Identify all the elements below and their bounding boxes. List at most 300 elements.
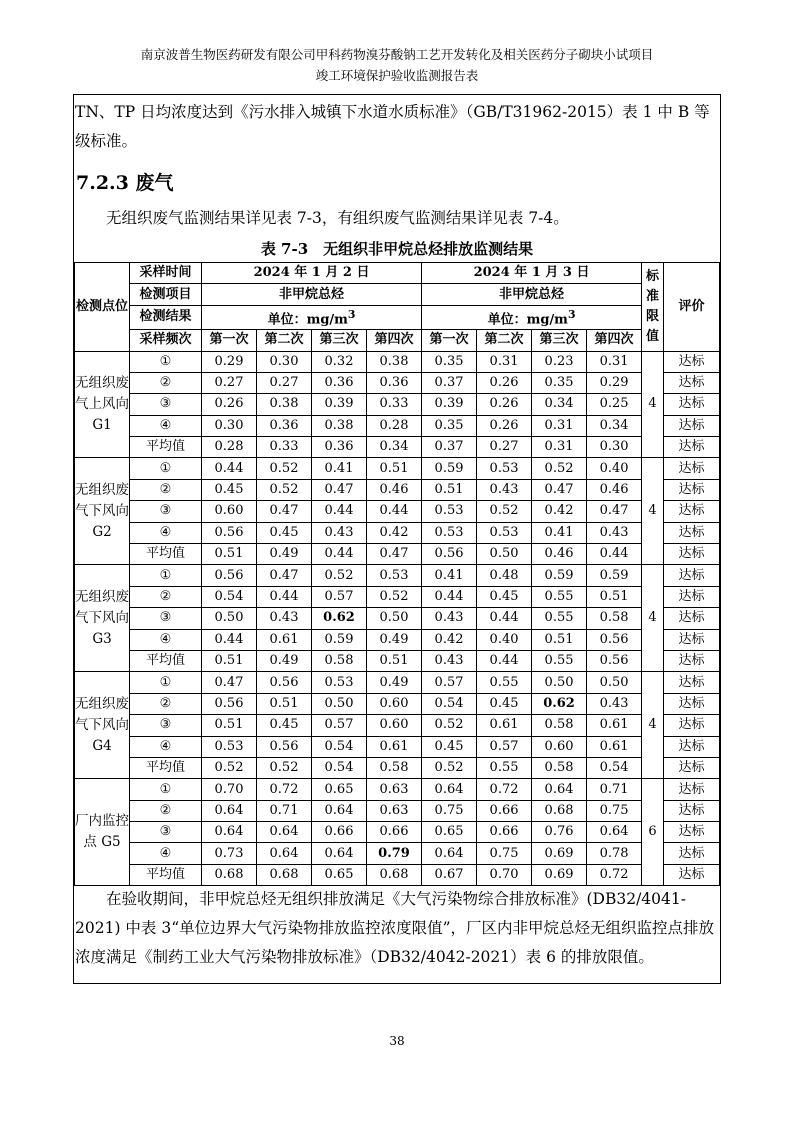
col-header-point: 检测点位 xyxy=(75,263,130,352)
evaluation-cell: 达标 xyxy=(664,586,720,607)
value-cell: 0.65 xyxy=(312,779,367,800)
header-row-time xyxy=(75,263,720,284)
sample-label: ③ xyxy=(130,394,202,415)
value-cell: 0.68 xyxy=(367,864,422,885)
value-cell: 0.62 xyxy=(312,608,367,629)
value-cell: 0.55 xyxy=(532,650,587,671)
value-cell: 0.38 xyxy=(257,394,312,415)
sample-label: ③ xyxy=(130,501,202,522)
evaluation-cell: 达标 xyxy=(664,522,720,543)
value-cell: 0.33 xyxy=(367,394,422,415)
value-cell: 0.67 xyxy=(422,864,477,885)
evaluation-cell: 达标 xyxy=(664,864,720,885)
section-heading-exhaust-gas: 7.2.3 废气 xyxy=(76,172,174,194)
unit-text: 单位：mg/m xyxy=(267,312,348,328)
sample-label: ④ xyxy=(130,522,202,543)
value-cell: 0.47 xyxy=(532,479,587,500)
value-cell: 0.58 xyxy=(532,757,587,778)
value-cell: 0.68 xyxy=(202,864,257,885)
value-cell: 0.29 xyxy=(202,351,257,372)
unit-text: 单位：mg/m xyxy=(487,312,568,328)
sample-label: ② xyxy=(130,586,202,607)
row-label-frequency: 采样频次 xyxy=(130,330,202,351)
col-header-eval: 评价 xyxy=(664,263,720,352)
value-cell: 0.50 xyxy=(202,608,257,629)
value-cell: 0.56 xyxy=(257,672,312,693)
limit-value: 4 xyxy=(642,458,664,565)
value-cell: 0.52 xyxy=(312,565,367,586)
value-cell: 0.60 xyxy=(532,736,587,757)
value-cell: 0.55 xyxy=(477,672,532,693)
value-cell: 0.57 xyxy=(477,736,532,757)
paragraph-table-reference: 无组织废气监测结果详见表 7-3，有组织废气监测结果详见表 7-4。 xyxy=(106,209,569,227)
value-cell: 0.51 xyxy=(202,544,257,565)
table-row xyxy=(75,479,720,500)
sample-label: ① xyxy=(130,458,202,479)
value-cell: 0.64 xyxy=(257,822,312,843)
sample-label: ① xyxy=(130,565,202,586)
value-cell: 0.44 xyxy=(202,458,257,479)
value-cell: 0.30 xyxy=(202,415,257,436)
value-cell: 0.43 xyxy=(422,650,477,671)
value-cell: 0.49 xyxy=(257,650,312,671)
value-cell: 0.50 xyxy=(532,672,587,693)
evaluation-cell: 达标 xyxy=(664,351,720,372)
value-cell: 0.43 xyxy=(587,522,642,543)
evaluation-cell: 达标 xyxy=(664,415,720,436)
value-cell: 0.63 xyxy=(367,779,422,800)
value-cell: 0.26 xyxy=(477,372,532,393)
value-cell: 0.50 xyxy=(587,672,642,693)
table-row xyxy=(75,458,720,479)
header-project-title: 南京波普生物医药研发有限公司甲科药物溴芬酸钠工艺开发转化及相关医药分子砌块小试项目 xyxy=(140,47,654,62)
value-cell: 0.53 xyxy=(422,501,477,522)
limit-value: 4 xyxy=(642,672,664,779)
row-label-item: 检测项目 xyxy=(130,284,202,305)
value-cell: 0.34 xyxy=(587,415,642,436)
value-cell: 0.71 xyxy=(257,800,312,821)
sample-label: ② xyxy=(130,372,202,393)
value-cell: 0.44 xyxy=(422,586,477,607)
value-cell: 0.53 xyxy=(422,522,477,543)
table-row xyxy=(75,629,720,650)
value-cell: 0.68 xyxy=(532,800,587,821)
value-cell: 0.31 xyxy=(477,351,532,372)
evaluation-cell: 达标 xyxy=(664,565,720,586)
value-cell: 0.56 xyxy=(202,522,257,543)
value-cell: 0.55 xyxy=(532,608,587,629)
value-cell: 0.57 xyxy=(312,586,367,607)
sample-label: ③ xyxy=(130,608,202,629)
evaluation-cell: 达标 xyxy=(664,736,720,757)
table-row xyxy=(75,672,720,693)
value-cell: 0.44 xyxy=(257,586,312,607)
table-row xyxy=(75,736,720,757)
monitoring-point: 无组织废气上风向 G1 xyxy=(75,351,130,458)
value-cell: 0.59 xyxy=(532,565,587,586)
evaluation-cell: 达标 xyxy=(664,800,720,821)
value-cell: 0.55 xyxy=(477,757,532,778)
value-cell: 0.39 xyxy=(422,394,477,415)
limit-value: 4 xyxy=(642,565,664,672)
value-cell: 0.68 xyxy=(257,864,312,885)
value-cell: 0.30 xyxy=(587,437,642,458)
value-cell: 0.51 xyxy=(367,650,422,671)
value-cell: 0.69 xyxy=(532,843,587,864)
value-cell: 0.44 xyxy=(477,650,532,671)
value-cell: 0.32 xyxy=(312,351,367,372)
value-cell: 0.75 xyxy=(422,800,477,821)
table-row xyxy=(75,843,720,864)
value-cell: 0.41 xyxy=(312,458,367,479)
value-cell: 0.46 xyxy=(587,479,642,500)
sample-label: 平均值 xyxy=(130,544,202,565)
monitoring-point: 无组织废气下风向 G3 xyxy=(75,565,130,672)
table-row xyxy=(75,800,720,821)
sample-label: 平均值 xyxy=(130,864,202,885)
table-row xyxy=(75,437,720,458)
evaluation-cell: 达标 xyxy=(664,715,720,736)
value-cell: 0.61 xyxy=(587,736,642,757)
value-cell: 0.50 xyxy=(367,608,422,629)
value-cell: 0.52 xyxy=(477,501,532,522)
value-cell: 0.64 xyxy=(422,843,477,864)
value-cell: 0.62 xyxy=(532,693,587,714)
value-cell: 0.52 xyxy=(422,757,477,778)
evaluation-cell: 达标 xyxy=(664,629,720,650)
value-cell: 0.31 xyxy=(532,437,587,458)
table-row xyxy=(75,608,720,629)
value-cell: 0.44 xyxy=(312,544,367,565)
table-row xyxy=(75,501,720,522)
value-cell: 0.56 xyxy=(587,629,642,650)
value-cell: 0.25 xyxy=(587,394,642,415)
value-cell: 0.56 xyxy=(587,650,642,671)
table-row xyxy=(75,522,720,543)
value-cell: 0.58 xyxy=(367,757,422,778)
value-cell: 0.61 xyxy=(257,629,312,650)
paragraph-wastewater-standard: TN、TP 日均浓度达到《污水排入城镇下水道水质标准》（GB/T31962-2015）表 1 中 B 等级标准。 xyxy=(75,103,710,150)
value-cell: 0.39 xyxy=(312,394,367,415)
value-cell: 0.27 xyxy=(257,372,312,393)
value-cell: 0.66 xyxy=(312,822,367,843)
evaluation-cell: 达标 xyxy=(664,394,720,415)
value-cell: 0.64 xyxy=(587,822,642,843)
unit-1 xyxy=(202,305,422,329)
value-cell: 0.47 xyxy=(312,479,367,500)
header-row-item xyxy=(75,284,720,305)
value-cell: 0.23 xyxy=(532,351,587,372)
value-cell: 0.43 xyxy=(587,693,642,714)
table-row xyxy=(75,372,720,393)
date-1: 2024 年 1 月 2 日 xyxy=(202,263,422,284)
table-row xyxy=(75,394,720,415)
value-cell: 0.36 xyxy=(312,437,367,458)
value-cell: 0.30 xyxy=(257,351,312,372)
value-cell: 0.66 xyxy=(477,800,532,821)
sample-label: ③ xyxy=(130,715,202,736)
unit-sup: 3 xyxy=(347,307,356,321)
value-cell: 0.79 xyxy=(367,843,422,864)
value-cell: 0.46 xyxy=(532,544,587,565)
value-cell: 0.70 xyxy=(477,864,532,885)
value-cell: 0.66 xyxy=(367,822,422,843)
value-cell: 0.44 xyxy=(587,544,642,565)
value-cell: 0.65 xyxy=(422,822,477,843)
evaluation-cell: 达标 xyxy=(664,650,720,671)
value-cell: 0.26 xyxy=(202,394,257,415)
table-row xyxy=(75,351,720,372)
sample-label: ③ xyxy=(130,822,202,843)
value-cell: 0.64 xyxy=(312,800,367,821)
value-cell: 0.45 xyxy=(257,715,312,736)
value-cell: 0.43 xyxy=(312,522,367,543)
header-row-frequency xyxy=(75,330,720,351)
value-cell: 0.49 xyxy=(367,672,422,693)
value-cell: 0.52 xyxy=(257,458,312,479)
value-cell: 0.64 xyxy=(312,843,367,864)
value-cell: 0.40 xyxy=(477,629,532,650)
table-row xyxy=(75,415,720,436)
value-cell: 0.75 xyxy=(587,800,642,821)
value-cell: 0.53 xyxy=(202,736,257,757)
value-cell: 0.64 xyxy=(202,800,257,821)
table-row xyxy=(75,757,720,778)
value-cell: 0.66 xyxy=(477,822,532,843)
value-cell: 0.52 xyxy=(532,458,587,479)
value-cell: 0.49 xyxy=(367,629,422,650)
value-cell: 0.26 xyxy=(477,415,532,436)
paragraph-conclusion: 在验收期间，非甲烷总烃无组织排放满足《大气污染物综合排放标准》(DB32/4041-2021) 中表 3“单位边界大气污染物排放监控浓度限值”，厂区内非甲烷总烃无组织监控点排放浓度满足《制药工业大气污染物排放标准》（DB32/4042-2021）表 6 的排放限值。 xyxy=(75,890,715,966)
value-cell: 0.69 xyxy=(532,864,587,885)
value-cell: 0.51 xyxy=(587,586,642,607)
value-cell: 0.57 xyxy=(422,672,477,693)
value-cell: 0.28 xyxy=(367,415,422,436)
value-cell: 0.42 xyxy=(367,522,422,543)
value-cell: 0.47 xyxy=(257,501,312,522)
value-cell: 0.54 xyxy=(587,757,642,778)
table-row xyxy=(75,565,720,586)
value-cell: 0.52 xyxy=(257,757,312,778)
limit-value: 6 xyxy=(642,779,664,886)
report-header xyxy=(0,44,794,86)
evaluation-cell: 达标 xyxy=(664,544,720,565)
value-cell: 0.35 xyxy=(422,351,477,372)
freq-label: 第三次 xyxy=(532,330,587,351)
value-cell: 0.72 xyxy=(257,779,312,800)
value-cell: 0.54 xyxy=(422,693,477,714)
value-cell: 0.47 xyxy=(587,501,642,522)
value-cell: 0.31 xyxy=(587,351,642,372)
freq-label: 第三次 xyxy=(312,330,367,351)
table-row xyxy=(75,715,720,736)
table-row xyxy=(75,586,720,607)
sample-label: ② xyxy=(130,479,202,500)
value-cell: 0.59 xyxy=(587,565,642,586)
value-cell: 0.36 xyxy=(367,372,422,393)
value-cell: 0.49 xyxy=(257,544,312,565)
value-cell: 0.51 xyxy=(202,650,257,671)
value-cell: 0.61 xyxy=(587,715,642,736)
value-cell: 0.42 xyxy=(422,629,477,650)
evaluation-cell: 达标 xyxy=(664,822,720,843)
value-cell: 0.47 xyxy=(257,565,312,586)
value-cell: 0.41 xyxy=(422,565,477,586)
freq-label: 第四次 xyxy=(587,330,642,351)
value-cell: 0.52 xyxy=(257,479,312,500)
evaluation-cell: 达标 xyxy=(664,501,720,522)
value-cell: 0.38 xyxy=(367,351,422,372)
value-cell: 0.73 xyxy=(202,843,257,864)
value-cell: 0.64 xyxy=(532,779,587,800)
freq-label: 第二次 xyxy=(257,330,312,351)
value-cell: 0.36 xyxy=(312,372,367,393)
header-row-unit xyxy=(75,305,720,329)
value-cell: 0.51 xyxy=(422,479,477,500)
evaluation-cell: 达标 xyxy=(664,437,720,458)
value-cell: 0.70 xyxy=(202,779,257,800)
freq-label: 第一次 xyxy=(422,330,477,351)
value-cell: 0.56 xyxy=(202,565,257,586)
value-cell: 0.51 xyxy=(367,458,422,479)
value-cell: 0.45 xyxy=(422,736,477,757)
value-cell: 0.43 xyxy=(257,608,312,629)
sample-label: ② xyxy=(130,800,202,821)
value-cell: 0.50 xyxy=(312,693,367,714)
value-cell: 0.54 xyxy=(312,736,367,757)
value-cell: 0.33 xyxy=(257,437,312,458)
monitoring-point: 无组织废气下风向 G4 xyxy=(75,672,130,779)
evaluation-cell: 达标 xyxy=(664,843,720,864)
sample-label: ④ xyxy=(130,415,202,436)
value-cell: 0.61 xyxy=(367,736,422,757)
sample-label: ① xyxy=(130,779,202,800)
value-cell: 0.34 xyxy=(367,437,422,458)
value-cell: 0.47 xyxy=(202,672,257,693)
sample-label: 平均值 xyxy=(130,437,202,458)
sample-label: ① xyxy=(130,351,202,372)
monitoring-point: 厂内监控点 G5 xyxy=(75,779,130,886)
freq-label: 第四次 xyxy=(367,330,422,351)
value-cell: 0.52 xyxy=(367,586,422,607)
unit-sup: 3 xyxy=(567,307,576,321)
value-cell: 0.26 xyxy=(477,394,532,415)
table-row xyxy=(75,693,720,714)
value-cell: 0.35 xyxy=(422,415,477,436)
row-label-result: 检测结果 xyxy=(130,305,202,329)
item-name-1: 非甲烷总烃 xyxy=(202,284,422,305)
value-cell: 0.35 xyxy=(532,372,587,393)
value-cell: 0.46 xyxy=(367,479,422,500)
value-cell: 0.40 xyxy=(587,458,642,479)
value-cell: 0.50 xyxy=(477,544,532,565)
value-cell: 0.43 xyxy=(477,479,532,500)
col-header-limit: 标准限值 xyxy=(642,263,664,352)
value-cell: 0.44 xyxy=(312,501,367,522)
monitoring-results-table xyxy=(74,262,720,886)
value-cell: 0.54 xyxy=(202,586,257,607)
value-cell: 0.53 xyxy=(477,458,532,479)
value-cell: 0.27 xyxy=(477,437,532,458)
sample-label: 平均值 xyxy=(130,757,202,778)
value-cell: 0.64 xyxy=(422,779,477,800)
freq-label: 第一次 xyxy=(202,330,257,351)
value-cell: 0.45 xyxy=(257,522,312,543)
sample-label: ④ xyxy=(130,736,202,757)
value-cell: 0.58 xyxy=(312,650,367,671)
value-cell: 0.78 xyxy=(587,843,642,864)
limit-value: 4 xyxy=(642,351,664,458)
sample-label: ① xyxy=(130,672,202,693)
value-cell: 0.56 xyxy=(422,544,477,565)
value-cell: 0.64 xyxy=(202,822,257,843)
value-cell: 0.37 xyxy=(422,437,477,458)
evaluation-cell: 达标 xyxy=(664,372,720,393)
table-row xyxy=(75,650,720,671)
value-cell: 0.51 xyxy=(202,715,257,736)
evaluation-cell: 达标 xyxy=(664,479,720,500)
value-cell: 0.55 xyxy=(532,586,587,607)
value-cell: 0.44 xyxy=(477,608,532,629)
value-cell: 0.27 xyxy=(202,372,257,393)
item-name-2: 非甲烷总烃 xyxy=(422,284,642,305)
evaluation-cell: 达标 xyxy=(664,779,720,800)
value-cell: 0.65 xyxy=(312,864,367,885)
value-cell: 0.76 xyxy=(532,822,587,843)
row-label-time: 采样时间 xyxy=(130,263,202,284)
value-cell: 0.58 xyxy=(532,715,587,736)
value-cell: 0.51 xyxy=(257,693,312,714)
value-cell: 0.57 xyxy=(312,715,367,736)
freq-label: 第二次 xyxy=(477,330,532,351)
evaluation-cell: 达标 xyxy=(664,757,720,778)
unit-2 xyxy=(422,305,642,329)
table-row xyxy=(75,822,720,843)
value-cell: 0.54 xyxy=(312,757,367,778)
header-report-type: 竣工环境保护验收监测报告表 xyxy=(315,68,479,83)
value-cell: 0.60 xyxy=(367,693,422,714)
value-cell: 0.71 xyxy=(587,779,642,800)
evaluation-cell: 达标 xyxy=(664,608,720,629)
table-row xyxy=(75,544,720,565)
sample-label: ④ xyxy=(130,629,202,650)
value-cell: 0.51 xyxy=(532,629,587,650)
value-cell: 0.60 xyxy=(367,715,422,736)
value-cell: 0.36 xyxy=(257,415,312,436)
evaluation-cell: 达标 xyxy=(664,458,720,479)
value-cell: 0.34 xyxy=(532,394,587,415)
value-cell: 0.53 xyxy=(477,522,532,543)
value-cell: 0.61 xyxy=(477,715,532,736)
value-cell: 0.29 xyxy=(587,372,642,393)
evaluation-cell: 达标 xyxy=(664,672,720,693)
value-cell: 0.37 xyxy=(422,372,477,393)
value-cell: 0.59 xyxy=(422,458,477,479)
value-cell: 0.41 xyxy=(532,522,587,543)
sample-label: 平均值 xyxy=(130,650,202,671)
evaluation-cell: 达标 xyxy=(664,693,720,714)
value-cell: 0.28 xyxy=(202,437,257,458)
value-cell: 0.45 xyxy=(477,693,532,714)
page-number: 38 xyxy=(389,1034,405,1048)
sample-label: ④ xyxy=(130,843,202,864)
table-caption: 表 7-3 无组织非甲烷总烃排放监测结果 xyxy=(260,240,534,258)
value-cell: 0.63 xyxy=(367,800,422,821)
sample-label: ② xyxy=(130,693,202,714)
value-cell: 0.45 xyxy=(202,479,257,500)
value-cell: 0.75 xyxy=(477,843,532,864)
value-cell: 0.72 xyxy=(587,864,642,885)
